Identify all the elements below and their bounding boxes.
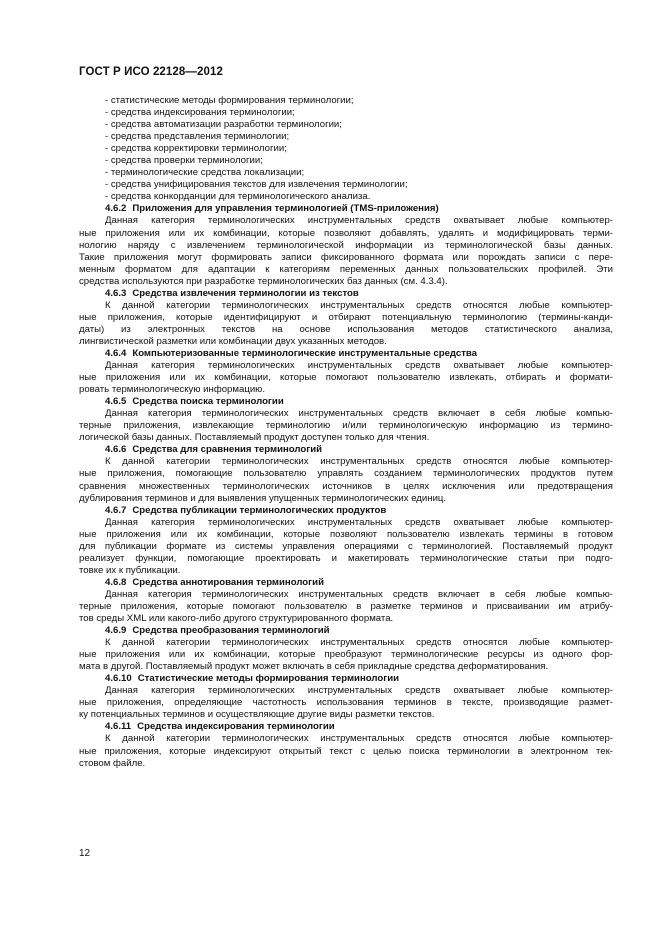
paragraph-line: Данная категория терминологических инструментальных средств включает в себя любые компью- bbox=[105, 408, 613, 420]
section-title: Компьютеризованные терминологические инструментальные средства bbox=[132, 347, 478, 359]
section-number: 4.6.3 bbox=[105, 287, 127, 299]
paragraph-line: терные приложения, извлекающие терминологию и/или терминологическую информацию из термино- bbox=[79, 420, 613, 432]
paragraph-line: Данная категория терминологических инструментальных средств охватывает любые компьютер- bbox=[105, 685, 613, 697]
section-title: Средства поиска терминологии bbox=[132, 396, 284, 408]
paragraph-line: даты) из электронных текстов на основе использования методов статистического анализа, bbox=[79, 323, 613, 335]
section-title: Приложения для управления терминологией (TMS-приложения) bbox=[132, 203, 439, 215]
paragraph-line: реализует функции, помогающие проектировать и макетировать терминологические статьи при подго- bbox=[79, 552, 613, 564]
list-item: - средства унифицирования текстов для извлечения терминологии; bbox=[105, 179, 408, 191]
section-number: 4.6.5 bbox=[105, 396, 127, 408]
paragraph-line: ровать терминологическую информацию. bbox=[79, 384, 266, 396]
section-4-6-11 bbox=[79, 721, 613, 769]
section-4-6-7 bbox=[79, 505, 613, 577]
paragraph-line: нологию наряду с извлечением терминологической информации из терминологической базы данных. bbox=[79, 239, 613, 251]
paragraph-line: К данной категории терминологических инструментальных средств относятся любые компьютер- bbox=[105, 456, 613, 468]
section-number: 4.6.11 bbox=[105, 721, 132, 733]
section-heading bbox=[79, 505, 613, 517]
paragraph-line: менным форматом для адаптации к категориям переменных данных пользовательских профилей. Эти bbox=[79, 263, 613, 275]
section-heading bbox=[79, 673, 613, 685]
paragraph-line: ные приложения или их комбинации, которые позволяют добавлять, удалять и модифицировать терми- bbox=[79, 227, 613, 239]
tools-bullet-list bbox=[79, 95, 613, 203]
section-title: Средства для сравнения терминологий bbox=[132, 444, 322, 456]
section-4-6-8 bbox=[79, 577, 613, 625]
section-4-6-9 bbox=[79, 625, 613, 673]
paragraph-line: ные приложения, которые индексируют открытый текст с целью поиска терминологии в электронном тек- bbox=[79, 745, 613, 757]
section-number: 4.6.6 bbox=[105, 444, 127, 456]
section-heading bbox=[79, 444, 613, 456]
page-number: 12 bbox=[79, 848, 91, 859]
paragraph-line: логической базы данных. Поставляемый продукт доступен только для чтения. bbox=[79, 432, 430, 444]
paragraph-line: ку потенциальных терминов и осуществляющие другие виды разметки текстов. bbox=[79, 709, 435, 721]
list-item: - средства корректировки терминологии; bbox=[105, 143, 287, 155]
section-heading bbox=[79, 721, 613, 733]
list-item: - средства представления терминологии; bbox=[105, 131, 290, 143]
document-body bbox=[79, 95, 613, 770]
paragraph-line: ные приложения или их комбинации, которые преобразуют терминологические ресурсы из одного фор- bbox=[79, 649, 613, 661]
paragraph-line: мата в другой. Поставляемый продукт может включать в себя прикладные средства деформатирования. bbox=[79, 661, 549, 673]
section-number: 4.6.2 bbox=[105, 203, 127, 215]
paragraph-line: Данная категория терминологических инструментальных средств охватывает любые компьютер- bbox=[105, 516, 613, 528]
paragraph-line: ные приложения или их комбинации, которые помогают пользователю извлекать, отбирать и формати- bbox=[79, 372, 613, 384]
section-heading bbox=[79, 203, 613, 215]
paragraph-line: ные приложения, помогающие пользователю управлять созданием терминологических продуктов путем bbox=[79, 468, 613, 480]
section-title: Средства преобразования терминологий bbox=[132, 625, 330, 637]
list-item: - средства автоматизации разработки терминологии; bbox=[105, 119, 342, 131]
section-4-6-10 bbox=[79, 673, 613, 721]
paragraph-line: сравнения множественных терминологических источников в целях исключения или предотвращения bbox=[79, 480, 613, 492]
list-item: - средства индексирования терминологии; bbox=[105, 107, 295, 119]
list-item: - средства конкорданции для терминологического анализа. bbox=[105, 191, 371, 203]
section-number: 4.6.7 bbox=[105, 504, 127, 516]
paragraph-line: терные приложения, которые помогают пользователю в разметке терминов и присваивании им атрибу- bbox=[79, 600, 613, 612]
paragraph-line: товке их к публикации. bbox=[79, 564, 181, 576]
section-title: Средства публикации терминологических продуктов bbox=[132, 504, 387, 516]
list-item: - статистические методы формирования терминологии; bbox=[105, 95, 354, 106]
paragraph-line: Данная категория терминологических инструментальных средств охватывает любые компьютер- bbox=[105, 215, 613, 227]
paragraph-line: К данной категории терминологических инструментальных средств относятся любые компьютер- bbox=[105, 733, 613, 745]
paragraph-line: средства используются при разработке терминологических баз данных (см. 4.3.4). bbox=[79, 275, 448, 287]
paragraph-line: ные приложения или их комбинации, которые позволяют пользователю извлекать термины в готовом bbox=[79, 528, 613, 540]
section-4-6-2 bbox=[79, 203, 613, 287]
section-heading bbox=[79, 396, 613, 408]
paragraph-line: К данной категории терминологических инструментальных средств относятся любые компьютер- bbox=[105, 637, 613, 649]
section-heading bbox=[79, 288, 613, 300]
paragraph-line: тов среды XML или какого-либо другого структурированного формата. bbox=[79, 613, 394, 625]
paragraph-line: ные приложения, которые идентифицируют и отбирают потенциальную терминологию (термины-канди- bbox=[79, 311, 613, 323]
section-4-6-4 bbox=[79, 348, 613, 396]
section-4-6-5 bbox=[79, 396, 613, 444]
paragraph-line: Данная категория терминологических инструментальных средств включает в себя любые компью- bbox=[105, 588, 613, 600]
section-4-6-6 bbox=[79, 444, 613, 504]
list-item: - терминологические средства локализации; bbox=[105, 167, 305, 179]
section-title: Средства индексирования терминологии bbox=[137, 721, 335, 733]
section-title: Средства извлечения терминологии из текстов bbox=[132, 287, 359, 299]
section-heading bbox=[79, 625, 613, 637]
list-item: - средства проверки терминологии; bbox=[105, 155, 263, 167]
paragraph-line: Такие приложения могут формировать записи фиксированного формата или порождать записи с пере- bbox=[79, 251, 613, 263]
section-number: 4.6.4 bbox=[105, 347, 127, 359]
paragraph-line: ные приложения, определяющие частотность использования терминов в тексте, производящие размет- bbox=[79, 697, 613, 709]
section-heading bbox=[79, 348, 613, 360]
paragraph-line: стовом файле. bbox=[79, 757, 146, 769]
section-number: 4.6.8 bbox=[105, 576, 127, 588]
paragraph-line: лингвистической разметки или комбинации двух указанных методов. bbox=[79, 335, 387, 347]
paragraph-line: К данной категории терминологических инструментальных средств относятся любые компьютер- bbox=[105, 299, 613, 311]
section-title: Средства аннотирования терминологий bbox=[132, 576, 324, 588]
section-number: 4.6.9 bbox=[105, 625, 127, 637]
paragraph-line: дублирования терминов и для выявления упущенных терминологических единиц. bbox=[79, 492, 447, 504]
paragraph-line: для публикации формате из системы управления операциями с терминологией. Поставляемый продукт bbox=[79, 540, 613, 552]
document-header: ГОСТ Р ИСО 22128—2012 bbox=[79, 66, 224, 78]
section-number: 4.6.10 bbox=[105, 673, 132, 685]
section-4-6-3 bbox=[79, 288, 613, 348]
section-heading bbox=[79, 577, 613, 589]
section-title: Статистические методы формирования терминологии bbox=[137, 673, 399, 685]
paragraph-line: Данная категория терминологических инструментальных средств охватывает любые компьютер- bbox=[105, 360, 613, 372]
